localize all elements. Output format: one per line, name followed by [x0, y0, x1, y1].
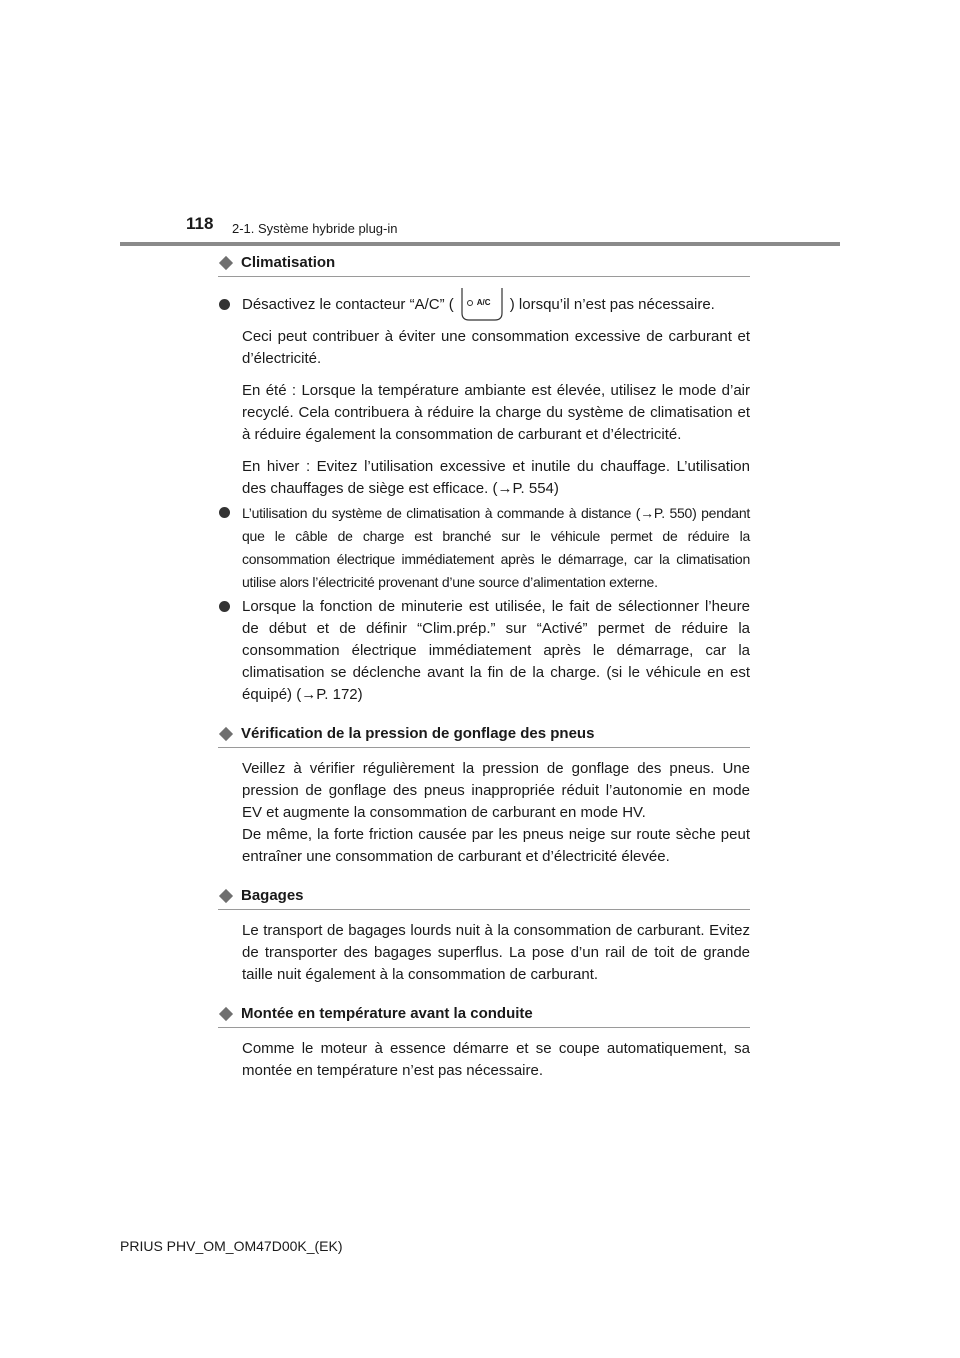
- bullet-text-post: ) lorsqu’il n’est pas nécessaire.: [509, 296, 715, 313]
- bullet-text-pre: Désactivez le contacteur “A/C” (: [242, 296, 454, 313]
- paragraph: Ceci peut contribuer à éviter une consommation excessive de carburant et d’électricité.: [242, 328, 750, 367]
- section-title: Montée en température avant la conduite: [241, 1005, 533, 1022]
- ac-switch-icon: [460, 287, 504, 321]
- bullet-dot-icon: [219, 299, 230, 310]
- header-rule: [120, 242, 840, 246]
- section-title: Vérification de la pression de gonflage des pneus: [241, 725, 595, 742]
- section-climatisation: [218, 254, 750, 706]
- paragraph: Comme le moteur à essence démarre et se coupe automatiquement, sa montée en température n’est pas nécessaire.: [242, 1040, 750, 1079]
- bullet-item: [242, 596, 750, 706]
- section-heading: [218, 887, 750, 910]
- diamond-bullet-icon: [219, 1006, 233, 1020]
- section-title: Bagages: [241, 887, 304, 904]
- footer-doc-code: PRIUS PHV_OM_OM47D00K_(EK): [120, 1238, 343, 1254]
- diamond-bullet-icon: [219, 888, 233, 902]
- section-montee: [218, 1005, 750, 1082]
- paragraph: En hiver : Evitez l’utilisation excessive et inutile du chauffage. L’utilisation des chauffages de siège est efficace. (→P. 554): [242, 458, 750, 497]
- section-title: Climatisation: [241, 254, 336, 271]
- section-bagages: [218, 887, 750, 986]
- paragraph: De même, la forte friction causée par les pneus neige sur route sèche peut entraîner une consommation de carburant et d’électricité élevée.: [242, 826, 750, 865]
- paragraph: Le transport de bagages lourds nuit à la consommation de carburant. Evitez de transporter des bagages superflus. La pose d’un rail de toit de grande taille nuit également à la consommation de carburant.: [242, 922, 750, 983]
- section-pneus: [218, 725, 750, 868]
- bullet-item: [242, 294, 750, 316]
- paragraph: Veillez à vérifier régulièrement la pression de gonflage des pneus. Une pression de gonflage des pneus inappropriée réduit l’autonomie en mode EV et augmente la consommation de carburant en mode HV.: [242, 760, 750, 821]
- paragraph: En été : Lorsque la température ambiante est élevée, utilisez le mode d’air recyclé. Cela contribuera à réduire la charge du système de climatisation et à réduire également la consommation de carburant et d’électricité.: [242, 382, 750, 443]
- page-number: 118: [186, 214, 214, 233]
- bullet-dot-icon: [219, 601, 230, 612]
- page-content: [218, 254, 750, 1082]
- bullet-item: [242, 502, 750, 594]
- ac-button-label: A/C: [476, 298, 491, 308]
- diamond-bullet-icon: [219, 726, 233, 740]
- section-heading: [218, 254, 750, 277]
- bullet-text: Lorsque la fonction de minuterie est utilisée, le fait de sélectionner l’heure de début et de définir “Clim.prép.” sur “Activé” permet de réduire la consommation électrique immédiatement après le démarrage, car la climatisation se déclenche avant la fin de la charge. (si le véhicule en est équipé) (→P. 172): [242, 598, 750, 703]
- section-heading: [218, 1005, 750, 1028]
- diamond-bullet-icon: [219, 255, 233, 269]
- chapter-title: 2-1. Système hybride plug-in: [232, 221, 398, 236]
- bullet-dot-icon: [219, 507, 230, 518]
- page-header: [0, 0, 960, 250]
- bullet-text: L’utilisation du système de climatisation à commande à distance (→P. 550) pendant que le câble de charge est branché sur le véhicule permet de réduire la consommation électrique immédiatement après le démarrage, car la climatisation utilise alors l’électricité provenant d’une source d’alimentation externe.: [242, 505, 750, 590]
- section-heading: [218, 725, 750, 748]
